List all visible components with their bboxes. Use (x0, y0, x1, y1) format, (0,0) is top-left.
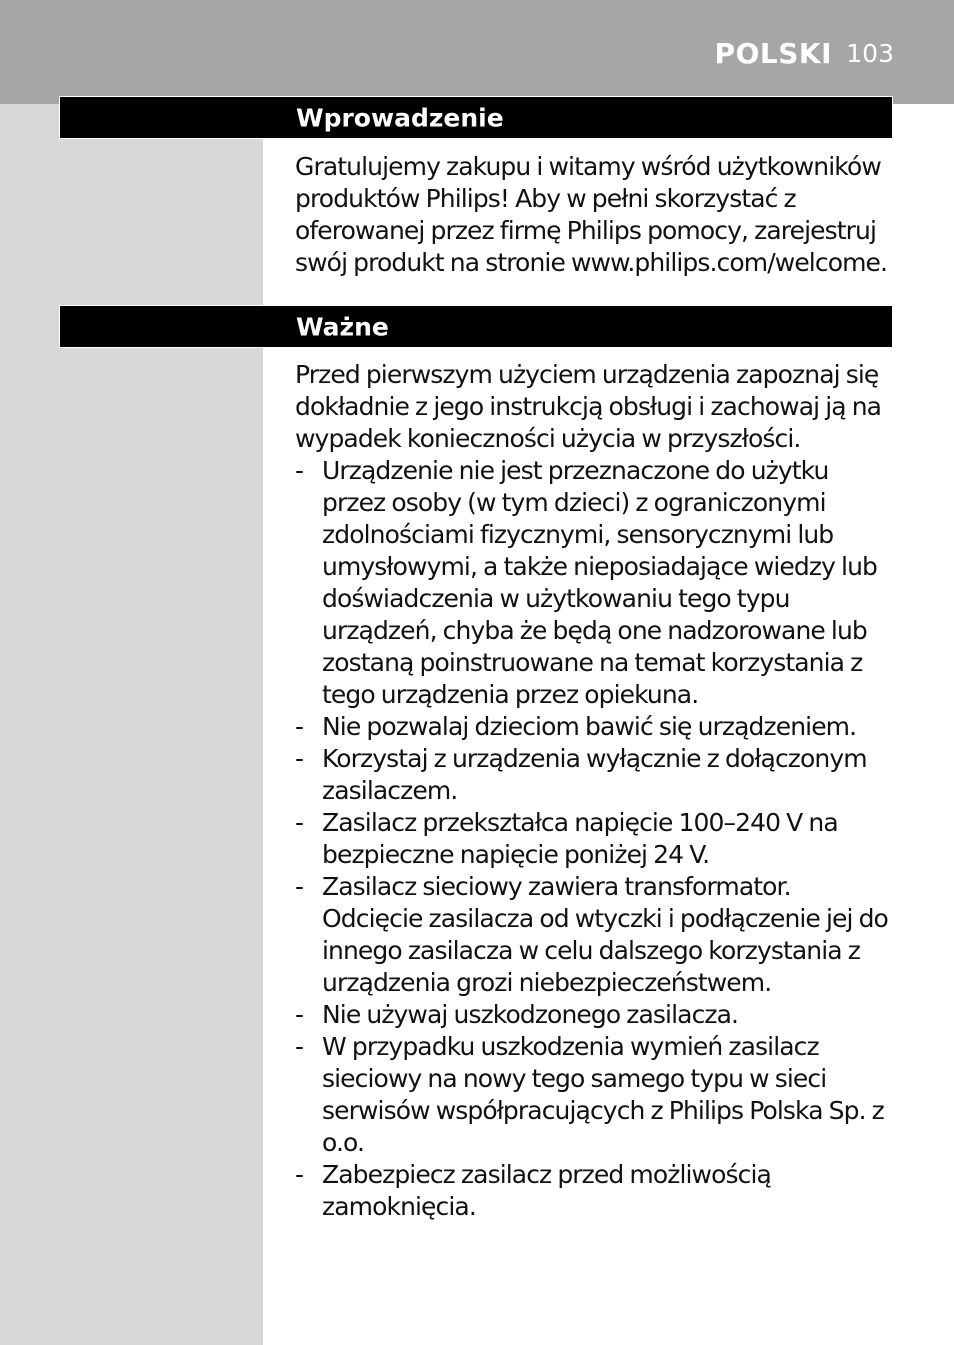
list-item (295, 1031, 895, 1159)
bullet-dash: - (295, 712, 304, 741)
list-item-text: Nie pozwalaj dzieciom bawić się urządzeniem. (322, 712, 857, 741)
list-item-text: Urządzenie nie jest przeznaczone do użytku przez osoby (w tym dzieci) z ograniczonymi zdolnościami fizycznymi, sensorycznymi lub umysłowymi, a także nieposiadające wiedzy lub doświadczenia w użytkowaniu tego typu urządzeń, chyba że będą one nadzorowane lub zostaną poinstruowane na temat korzystania z tego urządzenia przez opiekuna. (322, 456, 877, 709)
bullet-dash: - (295, 456, 304, 485)
bullet-dash: - (295, 1032, 304, 1061)
left-margin-column (0, 104, 263, 1345)
bullet-dash: - (295, 1160, 304, 1189)
introduction-paragraph: Gratulujemy zakupu i witamy wśród użytkowników produktów Philips! Aby w pełni skorzystać z oferowanej przez firmę Philips pomocy, zarejestruj swój produkt na stronie www.philips.com/welcome. (295, 152, 888, 277)
list-item (295, 455, 895, 711)
list-item-text: Zasilacz przekształca napięcie 100–240 V na bezpieczne napięcie poniżej 24 V. (322, 808, 838, 869)
page-number: 103 (846, 39, 894, 68)
list-item-text: W przypadku uszkodzenia wymień zasilacz sieciowy na nowy tego samego typu w sieci serwisów współpracujących z Philips Polska Sp. z o.o. (322, 1032, 884, 1157)
list-item (295, 711, 895, 743)
list-item (295, 871, 895, 999)
section-title: Ważne (296, 312, 389, 341)
bullet-dash: - (295, 872, 304, 901)
safety-list (295, 455, 895, 1223)
section-header-important (59, 305, 893, 348)
important-paragraph: Przed pierwszym użyciem urządzenia zapoznaj się dokładnie z jego instrukcją obsługi i zachowaj ją na wypadek konieczności użycia w przyszłości. (295, 360, 882, 453)
bullet-dash: - (295, 808, 304, 837)
section-header-introduction (59, 96, 893, 139)
list-item (295, 743, 895, 807)
list-item-text: Zasilacz sieciowy zawiera transformator. Odcięcie zasilacza od wtyczki i podłączenie jej do innego zasilacza w celu dalszego korzystania z urządzenia grozi niebezpieczeństwem. (322, 872, 888, 997)
list-item (295, 807, 895, 871)
section-title: Wprowadzenie (296, 103, 504, 132)
list-item-text: Zabezpiecz zasilacz przed możliwością zamoknięcia. (322, 1160, 771, 1221)
list-item (295, 1159, 895, 1223)
list-item (295, 999, 895, 1031)
list-item-text: Korzystaj z urządzenia wyłącznie z dołączonym zasilaczem. (322, 744, 867, 805)
important-text (295, 359, 895, 1223)
bullet-dash: - (295, 744, 304, 773)
language-label: POLSKI (714, 37, 832, 70)
bullet-dash: - (295, 1000, 304, 1029)
introduction-text (295, 151, 895, 279)
list-item-text: Nie używaj uszkodzonego zasilacza. (322, 1000, 739, 1029)
